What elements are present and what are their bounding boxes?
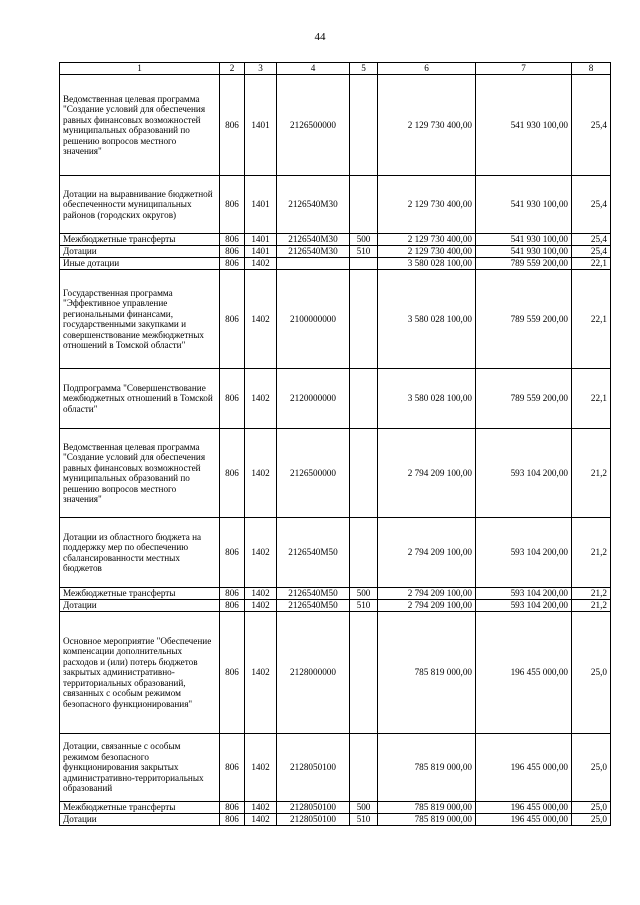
cell-percent: 22,1 [572,369,611,429]
cell-expense-type [350,612,378,734]
cell-percent: 22,1 [572,258,611,270]
cell-section: 1402 [245,814,277,826]
row-name: Дотации на выравнивание бюджетной обеспеченности муниципальных районов (городских округов) [60,176,220,234]
cell-expense-type [350,369,378,429]
cell-expense-type [350,176,378,234]
table-row [60,612,611,734]
cell-section: 1402 [245,258,277,270]
cell-expense-type [350,518,378,588]
cell-ministry: 806 [220,258,245,270]
table-row [60,814,611,826]
cell-section: 1402 [245,802,277,814]
cell-plan-amount: 785 819 000,00 [378,802,476,814]
cell-ministry: 806 [220,814,245,826]
table-row [60,600,611,612]
cell-percent: 25,4 [572,176,611,234]
cell-section: 1402 [245,588,277,600]
cell-percent: 25,4 [572,246,611,258]
table-row [60,258,611,270]
cell-section: 1402 [245,518,277,588]
cell-ministry: 806 [220,612,245,734]
cell-actual-amount: 196 455 000,00 [476,802,572,814]
cell-ministry: 806 [220,369,245,429]
row-name: Ведомственная целевая программа "Создание условий для обеспечения равных финансовых возможностей муниципальных образований по решению вопросов местного значения" [60,75,220,176]
cell-plan-amount: 2 794 209 100,00 [378,600,476,612]
table-header-row [60,63,611,75]
cell-actual-amount: 541 930 100,00 [476,176,572,234]
cell-percent: 21,2 [572,588,611,600]
cell-plan-amount: 3 580 028 100,00 [378,369,476,429]
table-row [60,246,611,258]
budget-table [59,62,611,826]
cell-target-code: 2100000000 [277,270,350,369]
page-number: 44 [314,31,326,43]
cell-plan-amount: 785 819 000,00 [378,814,476,826]
row-name: Дотации [60,246,220,258]
header-col-5: 5 [350,63,378,75]
cell-ministry: 806 [220,734,245,802]
cell-expense-type: 510 [350,600,378,612]
cell-plan-amount: 2 794 209 100,00 [378,518,476,588]
header-col-7: 7 [476,63,572,75]
cell-percent: 25,4 [572,234,611,246]
cell-actual-amount: 593 104 200,00 [476,429,572,518]
cell-ministry: 806 [220,176,245,234]
cell-expense-type [350,258,378,270]
table-row [60,75,611,176]
cell-plan-amount: 2 129 730 400,00 [378,246,476,258]
cell-target-code [277,258,350,270]
row-name: Межбюджетные трансферты [60,234,220,246]
cell-expense-type [350,75,378,176]
cell-percent: 22,1 [572,270,611,369]
row-name: Межбюджетные трансферты [60,802,220,814]
cell-actual-amount: 541 930 100,00 [476,234,572,246]
cell-ministry: 806 [220,246,245,258]
cell-plan-amount: 2 129 730 400,00 [378,176,476,234]
cell-actual-amount: 789 559 200,00 [476,369,572,429]
cell-actual-amount: 541 930 100,00 [476,75,572,176]
header-col-2: 2 [220,63,245,75]
cell-ministry: 806 [220,429,245,518]
cell-target-code: 2128000000 [277,612,350,734]
cell-section: 1401 [245,176,277,234]
header-col-6: 6 [378,63,476,75]
row-name: Межбюджетные трансферты [60,588,220,600]
cell-expense-type: 500 [350,234,378,246]
cell-percent: 21,2 [572,518,611,588]
cell-percent: 25,0 [572,802,611,814]
cell-plan-amount: 785 819 000,00 [378,612,476,734]
cell-target-code: 2126540М30 [277,176,350,234]
table-row [60,734,611,802]
cell-plan-amount: 2 129 730 400,00 [378,234,476,246]
cell-section: 1402 [245,369,277,429]
cell-actual-amount: 593 104 200,00 [476,588,572,600]
cell-target-code: 2126540М50 [277,600,350,612]
table-row [60,234,611,246]
cell-section: 1402 [245,429,277,518]
cell-expense-type: 510 [350,814,378,826]
cell-ministry: 806 [220,518,245,588]
cell-expense-type [350,429,378,518]
cell-target-code: 2128050100 [277,734,350,802]
cell-actual-amount: 541 930 100,00 [476,246,572,258]
row-name: Иные дотации [60,258,220,270]
cell-expense-type [350,270,378,369]
cell-percent: 25,0 [572,612,611,734]
cell-target-code: 2126500000 [277,429,350,518]
header-col-1: 1 [60,63,220,75]
cell-section: 1402 [245,612,277,734]
row-name: Государственная программа "Эффективное управление региональными финансами, государственными закупками и совершенствование межбюджетных отношений в Томской области" [60,270,220,369]
cell-section: 1401 [245,234,277,246]
table-row [60,270,611,369]
cell-expense-type: 510 [350,246,378,258]
cell-percent: 25,4 [572,75,611,176]
cell-target-code: 2128050100 [277,802,350,814]
cell-target-code: 2126540М50 [277,588,350,600]
cell-percent: 25,0 [572,814,611,826]
table-row [60,518,611,588]
row-name: Подпрограмма "Совершенствование межбюджетных отношений в Томской области" [60,369,220,429]
cell-plan-amount: 2 794 209 100,00 [378,588,476,600]
row-name: Дотации, связанные с особым режимом безопасного функционирования закрытых административно-территориальных образований [60,734,220,802]
table-row [60,588,611,600]
cell-plan-amount: 2 129 730 400,00 [378,75,476,176]
cell-section: 1401 [245,75,277,176]
cell-expense-type: 500 [350,588,378,600]
cell-plan-amount: 3 580 028 100,00 [378,270,476,369]
row-name: Дотации из областного бюджета на поддержку мер по обеспечению сбалансированности местных бюджетов [60,518,220,588]
cell-expense-type: 500 [350,802,378,814]
cell-actual-amount: 196 455 000,00 [476,734,572,802]
table-row [60,369,611,429]
header-col-8: 8 [572,63,611,75]
cell-target-code: 2128050100 [277,814,350,826]
cell-actual-amount: 196 455 000,00 [476,814,572,826]
table-row [60,802,611,814]
row-name: Ведомственная целевая программа "Создание условий для обеспечения равных финансовых возможностей муниципальных образований по решению вопросов местного значения" [60,429,220,518]
table-row [60,176,611,234]
cell-actual-amount: 789 559 200,00 [476,258,572,270]
cell-expense-type [350,734,378,802]
row-name: Дотации [60,600,220,612]
header-col-4: 4 [277,63,350,75]
cell-ministry: 806 [220,270,245,369]
cell-target-code: 2126540М30 [277,246,350,258]
cell-target-code: 2126500000 [277,75,350,176]
cell-percent: 25,0 [572,734,611,802]
cell-plan-amount: 785 819 000,00 [378,734,476,802]
header-col-3: 3 [245,63,277,75]
cell-section: 1401 [245,246,277,258]
cell-target-code: 2126540М50 [277,518,350,588]
cell-ministry: 806 [220,75,245,176]
table-row [60,429,611,518]
cell-ministry: 806 [220,600,245,612]
row-name: Основное мероприятие "Обеспечение компенсации дополнительных расходов и (или) потерь бюджетов закрытых административно-территориальных образований, связанных с особым режимом безопасного функционирования" [60,612,220,734]
cell-section: 1402 [245,270,277,369]
cell-plan-amount: 2 794 209 100,00 [378,429,476,518]
cell-actual-amount: 593 104 200,00 [476,600,572,612]
row-name: Дотации [60,814,220,826]
cell-section: 1402 [245,734,277,802]
cell-ministry: 806 [220,802,245,814]
cell-target-code: 2126540М30 [277,234,350,246]
cell-plan-amount: 3 580 028 100,00 [378,258,476,270]
cell-ministry: 806 [220,234,245,246]
cell-percent: 21,2 [572,429,611,518]
cell-target-code: 2120000000 [277,369,350,429]
cell-percent: 21,2 [572,600,611,612]
cell-section: 1402 [245,600,277,612]
cell-actual-amount: 789 559 200,00 [476,270,572,369]
cell-actual-amount: 196 455 000,00 [476,612,572,734]
cell-ministry: 806 [220,588,245,600]
cell-actual-amount: 593 104 200,00 [476,518,572,588]
